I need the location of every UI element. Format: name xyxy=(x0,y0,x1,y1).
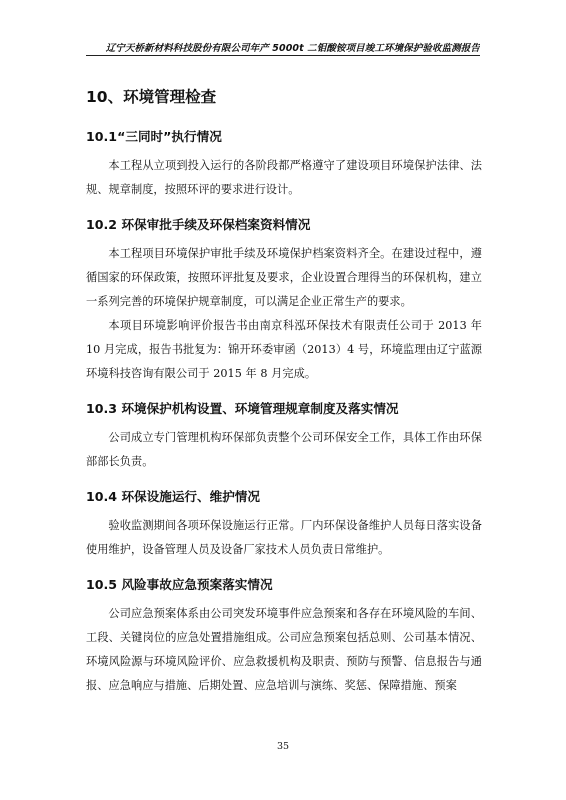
section-10-1 xyxy=(86,128,482,202)
header-rule xyxy=(86,55,480,56)
chapter-title: 10、环境管理检查 xyxy=(86,88,217,106)
paragraph: 公司成立专门管理机构环保部负责整个公司环保安全工作，具体工作由环保部部长负责。 xyxy=(86,431,482,468)
page-number: 35 xyxy=(276,741,290,752)
paragraph: 本工程从立项到投入运行的各阶段都严格遵守了建设项目环境保护法律、法规、规章制度，按照环评的要求进行设计。 xyxy=(86,159,482,196)
section-title: 10.3 环境保护机构设置、环境管理规章制度及落实情况 xyxy=(86,401,399,416)
page-content xyxy=(86,86,482,698)
section-title: 10.2 环保审批手续及环保档案资料情况 xyxy=(86,217,311,232)
paragraph: 验收监测期间各项环保设施运行正常。厂内环保设备维护人员每日落实设备使用维护，设备管理人员及设备厂家技术人员负责日常维护。 xyxy=(86,519,482,556)
section-10-2 xyxy=(86,216,482,386)
paragraph: 公司应急预案体系由公司突发环境事件应急预案和各存在环境风险的车间、工段、关键岗位的应急处置措施组成。公司应急预案包括总则、公司基本情况、环境风险源与环境风险评价、应急救援机构及职责、预防与预警、信息报告与通报、应急响应与措施、后期处置、应急培训与演练、奖惩、保障措施、预案 xyxy=(86,607,482,692)
section-10-3 xyxy=(86,400,482,474)
section-title: 10.4 环保设施运行、维护情况 xyxy=(86,489,260,504)
paragraph: 本工程项目环境保护审批手续及环境保护档案资料齐全。在建设过程中，遵循国家的环保政策，按照环评批复及要求，企业设置合理得当的环保机构，建立一系列完善的环境保护规章制度，可以满足企业正常生产的要求。 xyxy=(86,247,482,308)
running-header: 辽宁天桥新材料科技股份有限公司年产 5000t 二钼酸铵项目竣工环境保护验收监测报告 xyxy=(105,43,480,54)
section-title: 10.5 风险事故应急预案落实情况 xyxy=(86,577,273,592)
section-10-4 xyxy=(86,488,482,562)
paragraph: 本项目环境影响评价报告书由南京科泓环保技术有限责任公司于 2013 年 10 月完成，报告书批复为：锦开环委审函（2013）4 号，环境监理由辽宁蓝源环境科技咨询有限公司于 2015 年 8 月完成。 xyxy=(86,319,482,380)
section-10-5 xyxy=(86,576,482,698)
section-title: 10.1“三同时”执行情况 xyxy=(86,129,222,144)
